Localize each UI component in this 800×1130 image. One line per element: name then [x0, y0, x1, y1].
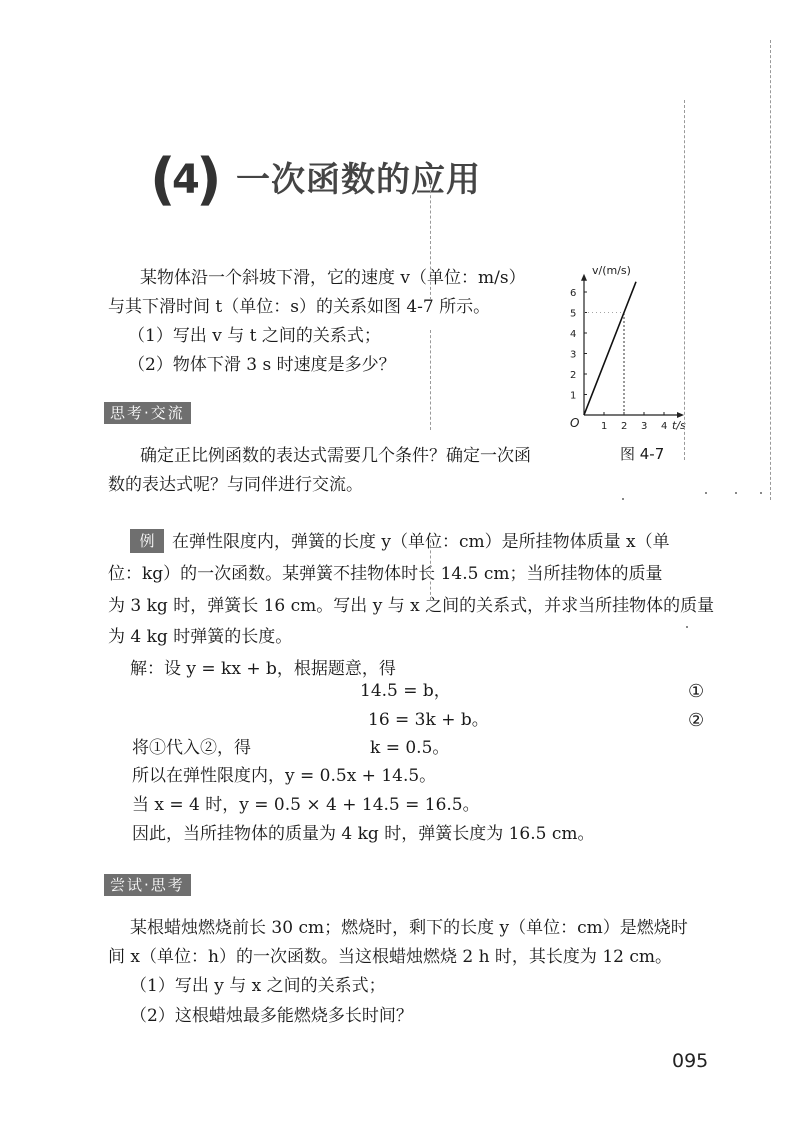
scan-artifact-line	[430, 180, 431, 300]
solution-line-1: 解：设 y = kx + b，根据题意，得	[130, 659, 396, 679]
y-axis-label: v/(m/s)	[592, 264, 631, 277]
discuss-line-1: 确定正比例函数的表达式需要几个条件？确定一次函	[140, 446, 531, 466]
intro-question-1: （1）写出 v 与 t 之间的关系式；	[128, 326, 381, 346]
intro-line-1: 某物体沿一个斜坡下滑，它的速度 v（单位：m/s）	[140, 268, 526, 288]
example-badge: 例	[130, 529, 164, 553]
equation-2-number: ②	[688, 710, 705, 731]
scan-artifact-line	[430, 540, 431, 600]
y-tick-label: 3	[570, 349, 577, 361]
solution-line-5: 因此，当所挂物体的质量为 4 kg 时，弹簧长度为 16.5 cm。	[132, 824, 595, 844]
practice-question-2: （2）这根蜡烛最多能燃烧多长时间？	[130, 1006, 413, 1026]
scan-artifact-line	[770, 40, 771, 500]
x-tick-label: 1	[601, 421, 608, 432]
practice-line-2: 间 x（单位：h）的一次函数。当这根蜡烛燃烧 2 h 时，其长度为 12 cm。	[108, 947, 672, 967]
scan-speck	[622, 498, 624, 500]
right-paren: )	[196, 147, 222, 212]
velocity-line	[584, 282, 636, 415]
solution-line-2-right: k = 0.5。	[370, 738, 450, 758]
example-line-4: 为 4 kg 时弹簧的长度。	[108, 627, 293, 647]
left-paren: (	[150, 147, 176, 212]
x-tick-label: 3	[641, 421, 648, 432]
scan-artifact-line	[684, 100, 685, 460]
practice-question-1: （1）写出 y 与 x 之间的关系式；	[130, 976, 386, 996]
lesson-title: 一次函数的应用	[236, 160, 481, 200]
example-line-2: 位：kg）的一次函数。某弹簧不挂物体时长 14.5 cm；当所挂物体的质量	[108, 564, 663, 584]
example-line-1: 在弹性限度内，弹簧的长度 y（单位：cm）是所挂物体质量 x（单	[172, 532, 670, 552]
y-tick-label: 4	[570, 329, 577, 340]
x-tick-label: 2	[621, 421, 628, 432]
solution-line-2-left: 将①代入②，得	[132, 738, 251, 758]
origin-label: O	[570, 416, 580, 430]
lesson-number-badge	[150, 147, 222, 212]
scan-speck	[705, 492, 707, 494]
equation-2: 16 = 3k + b。	[368, 710, 489, 730]
lesson-number: 4	[172, 157, 200, 203]
solution-line-3: 所以在弹性限度内，y = 0.5x + 14.5。	[132, 766, 437, 786]
scan-artifact-line	[430, 330, 431, 430]
intro-question-2: （2）物体下滑 3 s 时速度是多少？	[128, 355, 396, 375]
scan-speck	[760, 492, 762, 494]
discuss-badge: 思考·交流	[104, 402, 191, 424]
intro-line-2: 与其下滑时间 t（单位：s）的关系如图 4-7 所示。	[108, 297, 491, 317]
scan-speck	[686, 626, 688, 628]
y-tick-label: 6	[570, 288, 577, 299]
discuss-line-2: 数的表达式呢？与同伴进行交流。	[108, 475, 363, 495]
y-tick-label: 2	[570, 370, 577, 381]
x-tick-label: 4	[661, 421, 668, 432]
x-axis-arrow	[677, 412, 684, 418]
equation-1: 14.5 = b，	[360, 681, 451, 701]
y-axis-arrow	[581, 274, 587, 281]
figure-caption: 图 4-7	[620, 445, 665, 463]
y-tick-label: 1	[570, 390, 577, 402]
x-axis-label: t/s	[672, 419, 686, 432]
scan-speck	[735, 492, 737, 494]
example-line-3: 为 3 kg 时，弹簧长 16 cm。写出 y 与 x 之间的关系式，并求当所挂物体的质量	[108, 596, 715, 616]
practice-badge: 尝试·思考	[104, 874, 191, 896]
page-number: 095	[672, 1050, 709, 1072]
y-tick-label: 5	[570, 308, 577, 320]
practice-line-1: 某根蜡烛燃烧前长 30 cm；燃烧时，剩下的长度 y（单位：cm）是燃烧时	[130, 918, 688, 938]
equation-1-number: ①	[688, 681, 705, 702]
solution-line-4: 当 x = 4 时，y = 0.5 × 4 + 14.5 = 16.5。	[132, 795, 480, 815]
